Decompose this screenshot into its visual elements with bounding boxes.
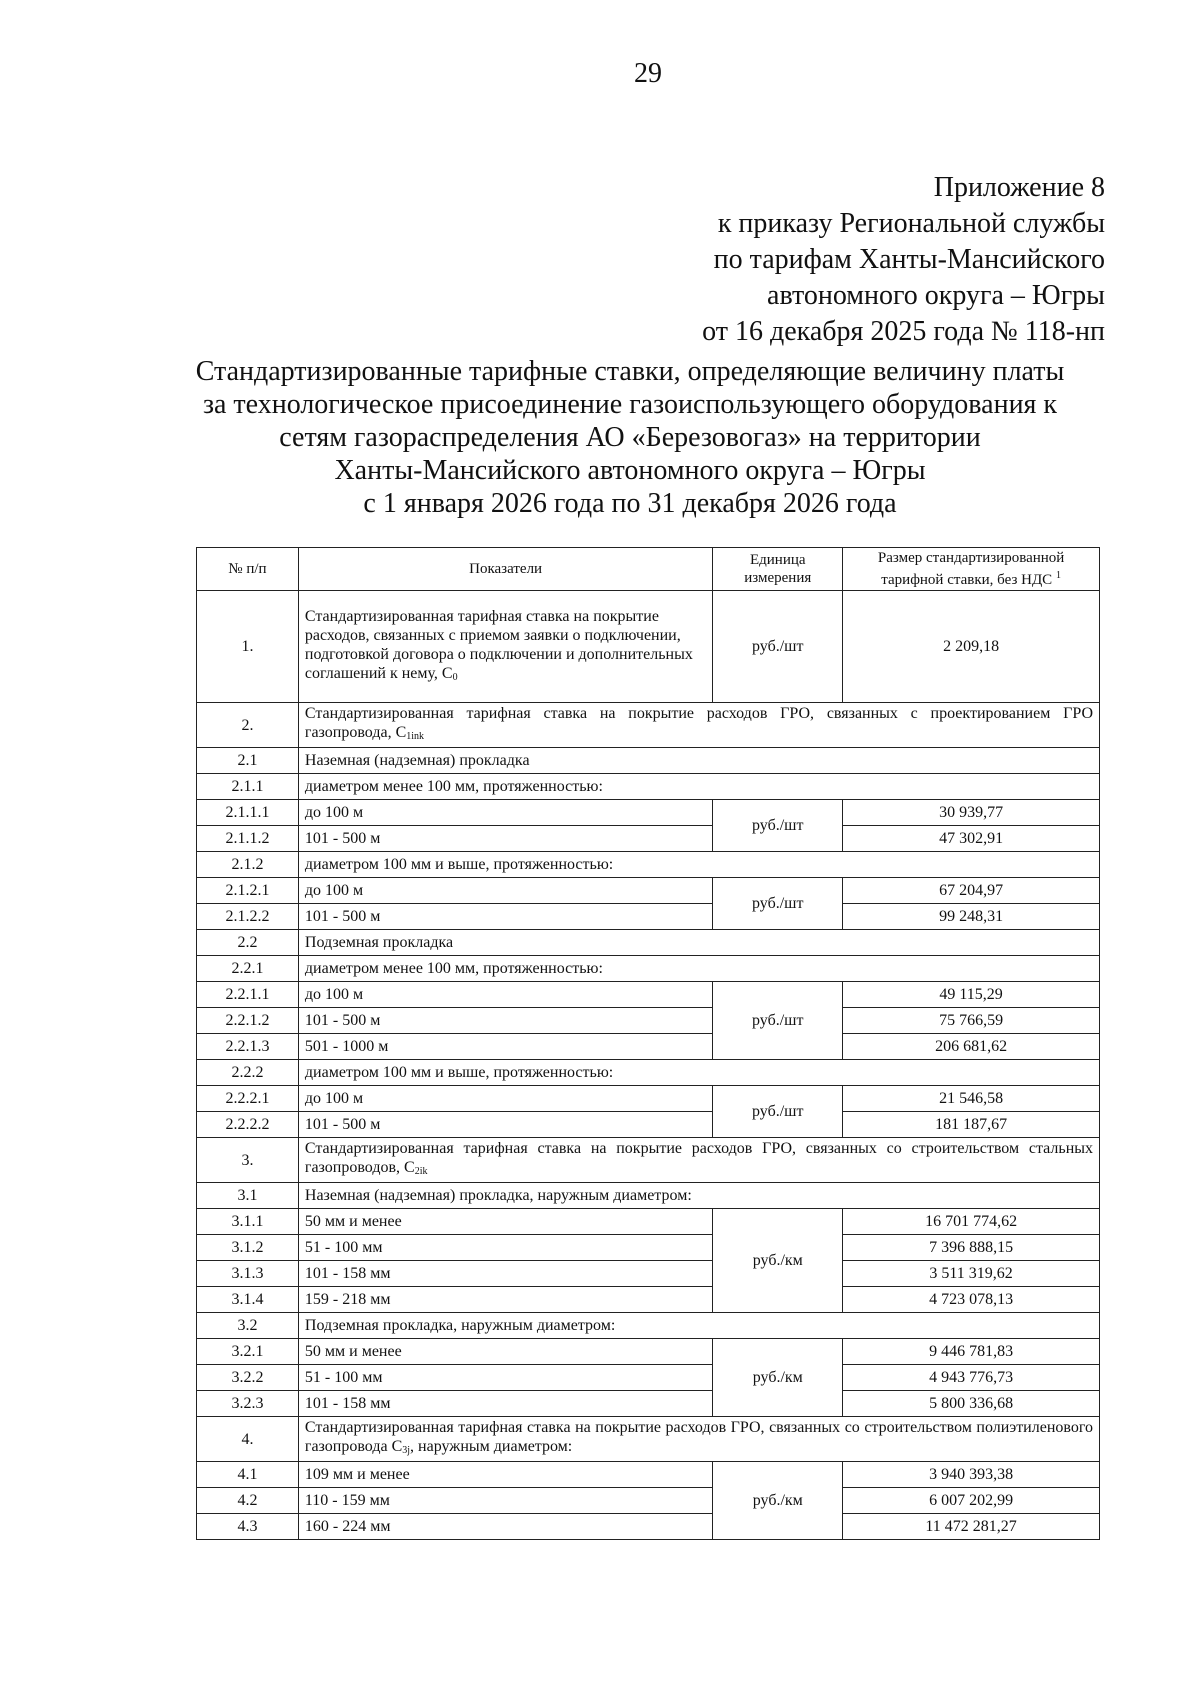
tariff-table — [196, 547, 1100, 1540]
title-line: за технологическое присоединение газоиспользующего оборудования к — [202, 389, 1058, 420]
row-indicator — [298, 1138, 1099, 1183]
row-value: 67 204,97 — [843, 878, 1100, 904]
row-number: 3.1.2 — [197, 1235, 299, 1261]
row-number: 2.1.2.1 — [197, 878, 299, 904]
row-indicator: до 100 м — [298, 1086, 712, 1112]
row-indicator: 101 - 158 мм — [298, 1391, 712, 1417]
table-row — [197, 930, 1100, 956]
row-unit: руб./шт — [713, 878, 843, 930]
indicator-text: Стандартизированная тарифная ставка на покрытие расходов ГРО, связанных со строительством стальных газопроводов, С — [304, 1140, 1093, 1176]
table-row — [197, 800, 1100, 826]
row-indicator: 159 - 218 мм — [298, 1287, 712, 1313]
row-indicator: диаметром менее 100 мм, протяженностью: — [298, 774, 1099, 800]
row-number: 3.1 — [197, 1183, 299, 1209]
row-value: 49 115,29 — [843, 982, 1100, 1008]
table-row — [197, 956, 1100, 982]
indicator-subscript: 3j — [402, 1445, 411, 1456]
table-row — [197, 1183, 1100, 1209]
row-indicator: 160 - 224 мм — [298, 1514, 712, 1540]
indicator-text: Стандартизированная тарифная ставка на покрытие расходов ГРО, связанных со строительством полиэтиленового газопровода С — [304, 1419, 1093, 1455]
row-number: 2.1.1 — [197, 774, 299, 800]
appendix-line: от 16 декабря 2025 года № 118-нп — [702, 316, 1105, 347]
row-indicator: 109 мм и менее — [298, 1462, 712, 1488]
table-row — [197, 591, 1100, 703]
document-title — [150, 355, 1110, 520]
row-indicator: 101 - 500 м — [298, 904, 712, 930]
row-unit: руб./шт — [713, 982, 843, 1060]
row-indicator: Подземная прокладка, наружным диаметром: — [298, 1313, 1099, 1339]
row-value: 7 396 888,15 — [843, 1235, 1100, 1261]
table-row — [197, 1365, 1100, 1391]
appendix-line: к приказу Региональной службы — [717, 208, 1105, 239]
table-header-row — [197, 548, 1100, 591]
row-value: 16 701 774,62 — [843, 1209, 1100, 1235]
row-indicator: диаметром менее 100 мм, протяженностью: — [298, 956, 1099, 982]
appendix-line: Приложение 8 — [933, 172, 1105, 203]
row-indicator: 50 мм и менее — [298, 1339, 712, 1365]
row-indicator: 110 - 159 мм — [298, 1488, 712, 1514]
row-unit: руб./км — [713, 1209, 843, 1313]
row-value: 30 939,77 — [843, 800, 1100, 826]
row-number: 4.2 — [197, 1488, 299, 1514]
table-row — [197, 703, 1100, 748]
row-indicator: диаметром 100 мм и выше, протяженностью: — [298, 852, 1099, 878]
appendix-line: по тарифам Ханты-Мансийского — [713, 244, 1105, 275]
row-value: 181 187,67 — [843, 1112, 1100, 1138]
row-indicator: Наземная (надземная) прокладка — [298, 748, 1099, 774]
table-row — [197, 982, 1100, 1008]
page-number: 29 — [634, 58, 662, 89]
row-value: 4 723 078,13 — [843, 1287, 1100, 1313]
row-indicator — [298, 1417, 1099, 1462]
row-indicator: Подземная прокладка — [298, 930, 1099, 956]
row-indicator: 101 - 500 м — [298, 826, 712, 852]
row-indicator: до 100 м — [298, 878, 712, 904]
row-number: 4. — [197, 1417, 299, 1462]
table-row — [197, 1086, 1100, 1112]
row-value: 3 940 393,38 — [843, 1462, 1100, 1488]
indicator-subscript: 0 — [452, 671, 458, 683]
row-unit: руб./шт — [713, 800, 843, 852]
table-row — [197, 1008, 1100, 1034]
table-row — [197, 878, 1100, 904]
appendix-reference — [702, 170, 1105, 350]
row-value: 3 511 319,62 — [843, 1261, 1100, 1287]
row-value: 4 943 776,73 — [843, 1365, 1100, 1391]
indicator-subscript: 1ink — [406, 731, 425, 742]
row-value: 206 681,62 — [843, 1034, 1100, 1060]
table-row — [197, 748, 1100, 774]
row-indicator: диаметром 100 мм и выше, протяженностью: — [298, 1060, 1099, 1086]
table-row — [197, 1034, 1100, 1060]
row-number: 2.1.2 — [197, 852, 299, 878]
row-number: 3.1.3 — [197, 1261, 299, 1287]
row-number: 4.1 — [197, 1462, 299, 1488]
row-number: 4.3 — [197, 1514, 299, 1540]
table-row — [197, 904, 1100, 930]
row-indicator: 501 - 1000 м — [298, 1034, 712, 1060]
row-value: 11 472 281,27 — [843, 1514, 1100, 1540]
row-value: 75 766,59 — [843, 1008, 1100, 1034]
row-indicator: Наземная (надземная) прокладка, наружным диаметром: — [298, 1183, 1099, 1209]
row-indicator: 51 - 100 мм — [298, 1365, 712, 1391]
header-value-text: Размер стандартизированной тарифной ставки, без НДС — [877, 550, 1065, 588]
table-row — [197, 1313, 1100, 1339]
row-indicator: до 100 м — [298, 982, 712, 1008]
row-indicator: 101 - 500 м — [298, 1112, 712, 1138]
row-indicator: 101 - 500 м — [298, 1008, 712, 1034]
table-row — [197, 1209, 1100, 1235]
row-number: 2.2.1.1 — [197, 982, 299, 1008]
row-value: 21 546,58 — [843, 1086, 1100, 1112]
row-number: 2.2 — [197, 930, 299, 956]
row-indicator: до 100 м — [298, 800, 712, 826]
row-number: 1. — [197, 591, 299, 703]
appendix-line: автономного округа – Югры — [767, 280, 1105, 311]
header-indicator: Показатели — [298, 548, 712, 591]
row-number: 3.2.1 — [197, 1339, 299, 1365]
table-row — [197, 1287, 1100, 1313]
indicator-text-tail: , наружным диаметром: — [410, 1438, 573, 1455]
indicator-text: Стандартизированная тарифная ставка на покрытие расходов ГРО, связанных с проектированием ГРО газопровода, С — [304, 705, 1093, 741]
title-line: сетям газораспределения АО «Березовогаз» на территории — [279, 422, 981, 453]
row-indicator: 51 - 100 мм — [298, 1235, 712, 1261]
header-value — [843, 548, 1100, 591]
row-number: 3.1.1 — [197, 1209, 299, 1235]
row-value: 6 007 202,99 — [843, 1488, 1100, 1514]
row-number: 3. — [197, 1138, 299, 1183]
table-row — [197, 1235, 1100, 1261]
row-number: 2.2.1 — [197, 956, 299, 982]
title-line: Стандартизированные тарифные ставки, определяющие величину платы — [195, 356, 1065, 387]
header-unit: Единица измерения — [713, 548, 843, 591]
footnote-mark: 1 — [1055, 570, 1061, 581]
table-row — [197, 1138, 1100, 1183]
title-line: Ханты-Мансийского автономного округа – Югры — [334, 455, 926, 486]
row-number: 3.2.3 — [197, 1391, 299, 1417]
row-number: 3.2.2 — [197, 1365, 299, 1391]
table-row — [197, 1417, 1100, 1462]
row-number: 2.1.2.2 — [197, 904, 299, 930]
row-indicator: 50 мм и менее — [298, 1209, 712, 1235]
row-indicator — [298, 591, 712, 703]
row-unit: руб./шт — [713, 1086, 843, 1138]
table-row — [197, 1261, 1100, 1287]
row-number: 3.1.4 — [197, 1287, 299, 1313]
row-unit: руб./км — [713, 1339, 843, 1417]
title-line: с 1 января 2026 года по 31 декабря 2026 года — [363, 488, 897, 519]
row-number: 2.1 — [197, 748, 299, 774]
table-row — [197, 1462, 1100, 1488]
row-number: 2.2.2.1 — [197, 1086, 299, 1112]
table-row — [197, 826, 1100, 852]
row-number: 2.1.1.2 — [197, 826, 299, 852]
table-row — [197, 1112, 1100, 1138]
row-number: 2.2.2 — [197, 1060, 299, 1086]
row-value: 99 248,31 — [843, 904, 1100, 930]
indicator-subscript: 2ik — [414, 1166, 428, 1177]
indicator-text: Стандартизированная тарифная ставка на покрытие расходов, связанных с приемом заявки о подключении, подготовкой договора о подключении и дополнительных соглашений к нему, С — [304, 607, 693, 682]
row-number: 3.2 — [197, 1313, 299, 1339]
row-indicator — [298, 703, 1099, 748]
table-row — [197, 1514, 1100, 1540]
row-value: 2 209,18 — [843, 591, 1100, 703]
header-num: № п/п — [197, 548, 299, 591]
row-value: 47 302,91 — [843, 826, 1100, 852]
table-row — [197, 1488, 1100, 1514]
row-unit: руб./шт — [713, 591, 843, 703]
table-row — [197, 1391, 1100, 1417]
table-row — [197, 852, 1100, 878]
row-indicator: 101 - 158 мм — [298, 1261, 712, 1287]
table-row — [197, 1060, 1100, 1086]
row-value: 9 446 781,83 — [843, 1339, 1100, 1365]
row-value: 5 800 336,68 — [843, 1391, 1100, 1417]
row-number: 2.1.1.1 — [197, 800, 299, 826]
table-row — [197, 774, 1100, 800]
row-number: 2.2.1.3 — [197, 1034, 299, 1060]
row-number: 2. — [197, 703, 299, 748]
row-number: 2.2.2.2 — [197, 1112, 299, 1138]
table-row — [197, 1339, 1100, 1365]
row-number: 2.2.1.2 — [197, 1008, 299, 1034]
row-unit: руб./км — [713, 1462, 843, 1540]
